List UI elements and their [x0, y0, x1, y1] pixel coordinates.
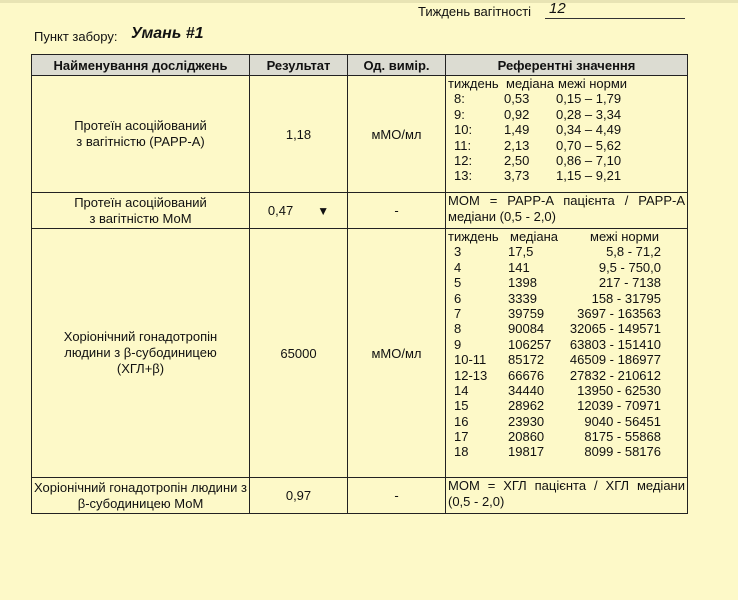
median-cell: 20860	[508, 429, 545, 445]
week-cell: 15	[454, 398, 469, 414]
reference-row	[448, 429, 687, 444]
week-cell: 12:	[454, 152, 473, 168]
range-cell: 63803 - 151410	[569, 336, 661, 352]
week-cell: 14	[454, 382, 469, 398]
week-cell: 17	[454, 429, 469, 445]
week-cell: 11:	[454, 137, 472, 153]
week-cell: 9	[454, 336, 462, 352]
reference-values	[446, 229, 688, 478]
table-row	[32, 76, 688, 193]
range-cell: 0,34 – 4,49	[556, 122, 622, 138]
median-cell: 85172	[508, 352, 545, 368]
median-cell: 106257	[508, 336, 552, 352]
range-cell: 0,28 – 3,34	[556, 106, 622, 122]
test-name: Протеїн асоційований з вагітністю МоМ	[32, 193, 250, 229]
reference-values	[446, 478, 688, 514]
median-cell: 141	[508, 259, 530, 275]
week-cell: 4	[454, 259, 462, 275]
range-cell: 27832 - 210612	[569, 367, 661, 383]
range-cell: межі норми	[558, 76, 628, 91]
week-cell: 13:	[454, 168, 473, 184]
range-cell: 9040 - 56451	[584, 413, 661, 429]
range-cell: 12039 - 70971	[577, 398, 661, 414]
range-cell: 8175 - 55868	[584, 429, 661, 445]
reference-table	[448, 229, 687, 460]
median-cell: 1398	[508, 275, 537, 291]
reference-row	[448, 321, 687, 336]
reference-header	[448, 229, 687, 244]
median-cell: 2,50	[504, 152, 530, 168]
result-value: 0,47	[267, 203, 294, 218]
week-cell: 8	[454, 321, 462, 337]
range-cell: межі норми	[590, 229, 660, 244]
reference-text: МОМ = PAPP-A пацієнта / PAPP-A медіани (0,5 - 2,0)	[448, 193, 685, 224]
reference-table	[448, 76, 687, 184]
week-cell: 8:	[454, 91, 465, 107]
reference-row	[448, 306, 687, 321]
median-cell: 39759	[508, 305, 545, 321]
range-cell: 158 - 31795	[591, 290, 661, 306]
reference-row	[448, 352, 687, 367]
range-cell: 46509 - 186977	[569, 352, 661, 368]
range-cell: 0,70 – 5,62	[556, 137, 622, 153]
median-cell: 28962	[508, 398, 545, 414]
range-cell: 0,86 – 7,10	[556, 152, 622, 168]
median-cell: медіана	[510, 229, 558, 244]
week-cell: 3	[454, 244, 462, 260]
week-cell: 10:	[454, 122, 473, 138]
range-cell: 8099 - 58176	[584, 444, 661, 460]
reference-row	[448, 414, 687, 429]
table-row	[32, 193, 688, 229]
reference-header	[448, 76, 687, 91]
median-cell: 17,5	[508, 244, 534, 260]
reference-row	[448, 91, 687, 106]
test-result: 1,18	[250, 76, 348, 193]
median-cell: 1,49	[504, 122, 530, 138]
reference-row	[448, 153, 687, 168]
week-cell: тиждень	[448, 229, 499, 244]
week-cell: 7	[454, 305, 462, 321]
collection-point-value: Умань #1	[131, 25, 204, 42]
test-name: Хоріонічний гонадотропін людини з β-субодиницею (ХГЛ+β)	[32, 229, 250, 478]
week-cell: 16	[454, 413, 469, 429]
reference-row	[448, 383, 687, 398]
median-cell: 23930	[508, 413, 545, 429]
test-unit: -	[348, 478, 446, 514]
median-cell: медіана	[506, 76, 554, 91]
table-header-row	[32, 55, 688, 76]
test-unit: мМО/мл	[348, 76, 446, 193]
test-name: Протеїн асоційований з вагітністю (PAPP-A)	[32, 76, 250, 193]
range-cell: 9,5 - 750,0	[598, 259, 661, 275]
col-header-name: Найменування досліджень	[32, 55, 250, 76]
week-cell: тиждень	[448, 76, 499, 91]
reference-row	[448, 168, 687, 183]
reference-row	[448, 107, 687, 122]
median-cell: 2,13	[504, 137, 530, 153]
reference-row	[448, 398, 687, 413]
median-cell: 19817	[508, 444, 545, 460]
week-value: 12	[545, 0, 685, 19]
median-cell: 0,92	[504, 106, 530, 122]
median-cell: 3339	[508, 290, 537, 306]
median-cell: 66676	[508, 367, 545, 383]
table-row	[32, 478, 688, 514]
results-table	[31, 54, 688, 514]
median-cell: 3,73	[504, 168, 530, 184]
week-cell: 12-13	[454, 367, 488, 383]
test-result: 65000	[250, 229, 348, 478]
range-cell: 13950 - 62530	[577, 382, 661, 398]
test-unit: мМО/мл	[348, 229, 446, 478]
reference-text: МОМ = ХГЛ пацієнта / ХГЛ медіани (0,5 - 2,0)	[448, 478, 685, 509]
median-cell: 90084	[508, 321, 545, 337]
col-header-unit: Од. вимір.	[348, 55, 446, 76]
test-result	[250, 193, 348, 229]
reference-row	[448, 260, 687, 275]
reference-row	[448, 337, 687, 352]
reference-row	[448, 444, 687, 459]
range-cell: 1,15 – 9,21	[556, 168, 622, 184]
reference-row	[448, 275, 687, 290]
low-flag-icon: ▼	[317, 204, 330, 218]
median-cell: 34440	[508, 382, 545, 398]
week-cell: 18	[454, 444, 469, 460]
week-label: Тиждень вагітності	[418, 4, 532, 19]
range-cell: 32065 - 149571	[569, 321, 661, 337]
test-name: Хоріонічний гонадотропін людини з β-субодиницею МоМ	[32, 478, 250, 514]
week-cell: 6	[454, 290, 462, 306]
col-header-result: Результат	[250, 55, 348, 76]
week-cell: 5	[454, 275, 462, 291]
range-cell: 217 - 7138	[598, 275, 661, 291]
reference-row	[448, 368, 687, 383]
week-cell: 9:	[454, 106, 465, 122]
median-cell: 0,53	[504, 91, 530, 107]
test-result: 0,97	[250, 478, 348, 514]
reference-values	[446, 76, 688, 193]
collection-point-label: Пункт забору:	[34, 29, 118, 44]
reference-row	[448, 291, 687, 306]
reference-values	[446, 193, 688, 229]
range-cell: 0,15 – 1,79	[556, 91, 622, 107]
range-cell: 3697 - 163563	[577, 305, 661, 321]
week-cell: 10-11	[454, 352, 487, 368]
test-unit: -	[348, 193, 446, 229]
reference-row	[448, 138, 687, 153]
reference-row	[448, 244, 687, 259]
reference-row	[448, 122, 687, 137]
table-row	[32, 229, 688, 478]
range-cell: 5,8 - 71,2	[606, 244, 661, 260]
col-header-reference: Референтні значення	[446, 55, 688, 76]
